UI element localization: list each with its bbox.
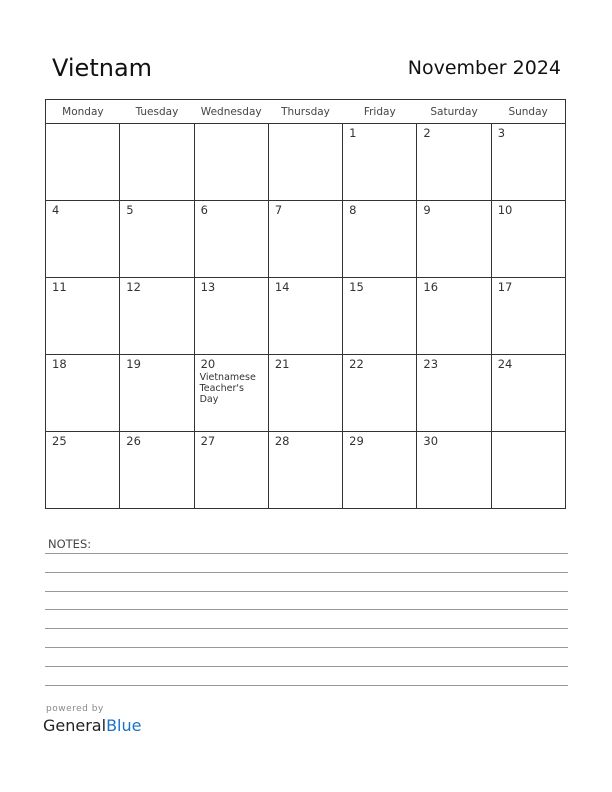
notes-line (45, 666, 568, 667)
weekday-wednesday: Wednesday (194, 100, 268, 124)
day-number: 18 (52, 357, 67, 371)
day-number: 2 (423, 126, 431, 140)
day-cell (120, 278, 194, 355)
day-cell (491, 432, 565, 509)
day-cell (46, 201, 120, 278)
holiday-label: Vietnamese Teacher's Day (199, 372, 256, 405)
day-number: 20 (200, 357, 216, 371)
brand-general: General (43, 716, 107, 735)
day-number: 25 (52, 434, 67, 448)
notes-line (45, 553, 568, 554)
day-number: 7 (274, 203, 283, 217)
day-number (195, 124, 268, 126)
notes-label: NOTES: (48, 537, 92, 551)
day-number: 29 (349, 434, 364, 448)
day-cell (343, 432, 417, 509)
week-row (46, 124, 566, 201)
day-cell (268, 355, 342, 432)
generalblue-logo (43, 716, 141, 735)
weekday-header-row (46, 100, 566, 124)
day-cell (268, 201, 342, 278)
day-cell (268, 278, 342, 355)
day-cell (194, 278, 268, 355)
day-number: 10 (497, 203, 513, 217)
day-cell (120, 201, 194, 278)
day-number (120, 124, 193, 126)
day-number: 12 (126, 280, 141, 294)
day-cell (491, 278, 565, 355)
day-number: 17 (497, 280, 513, 294)
day-number: 30 (423, 434, 439, 448)
day-number: 26 (126, 434, 141, 448)
day-cell (194, 201, 268, 278)
country-title: Vietnam (52, 54, 153, 82)
day-cell (343, 124, 417, 201)
day-number: 3 (497, 126, 506, 140)
day-number: 21 (274, 357, 290, 371)
notes-line (45, 647, 568, 648)
notes-line (45, 591, 568, 592)
notes-line (45, 685, 568, 686)
day-number (269, 124, 342, 126)
day-cell (46, 355, 120, 432)
day-cell (491, 124, 565, 201)
day-number: 16 (423, 280, 439, 294)
day-cell (46, 124, 120, 201)
day-cell (417, 432, 491, 509)
weekday-friday: Friday (343, 100, 417, 124)
day-number: 15 (349, 280, 364, 294)
day-number: 4 (52, 203, 60, 217)
day-number: 19 (126, 357, 141, 371)
day-number: 23 (423, 357, 439, 371)
day-cell (343, 201, 417, 278)
day-cell (343, 278, 417, 355)
day-number: 11 (52, 280, 67, 294)
day-cell (417, 124, 491, 201)
day-number (492, 432, 565, 434)
day-cell (194, 355, 268, 432)
notes-line (45, 609, 568, 610)
day-cell (120, 355, 194, 432)
weekday-monday: Monday (46, 100, 120, 124)
day-number: 9 (423, 203, 431, 217)
day-cell (491, 355, 565, 432)
day-number (46, 124, 119, 126)
brand-blue: Blue (106, 716, 142, 735)
day-cell (268, 124, 342, 201)
month-year-title: November 2024 (407, 57, 561, 79)
day-cell (343, 355, 417, 432)
day-number: 6 (200, 203, 208, 217)
notes-line (45, 572, 568, 573)
day-cell (417, 355, 491, 432)
week-row (46, 278, 566, 355)
week-row (46, 201, 566, 278)
day-number: 8 (349, 203, 357, 217)
notes-line (45, 628, 568, 629)
weekday-saturday: Saturday (417, 100, 491, 124)
day-cell (120, 124, 194, 201)
week-row (46, 432, 566, 509)
day-number: 14 (274, 280, 290, 294)
day-number: 27 (200, 434, 216, 448)
calendar-grid (45, 99, 566, 509)
weekday-sunday: Sunday (491, 100, 565, 124)
day-number: 22 (349, 357, 364, 371)
day-number: 13 (200, 280, 216, 294)
day-cell (46, 432, 120, 509)
powered-by-text: powered by (46, 704, 104, 714)
day-cell (491, 201, 565, 278)
day-cell (120, 432, 194, 509)
day-number: 5 (126, 203, 134, 217)
day-number: 1 (349, 126, 357, 140)
day-cell (417, 201, 491, 278)
day-number: 28 (274, 434, 290, 448)
weekday-thursday: Thursday (268, 100, 342, 124)
day-cell (194, 124, 268, 201)
week-row (46, 355, 566, 432)
weekday-tuesday: Tuesday (120, 100, 194, 124)
day-number: 24 (497, 357, 513, 371)
day-cell (417, 278, 491, 355)
day-cell (46, 278, 120, 355)
day-cell (268, 432, 342, 509)
day-cell (194, 432, 268, 509)
